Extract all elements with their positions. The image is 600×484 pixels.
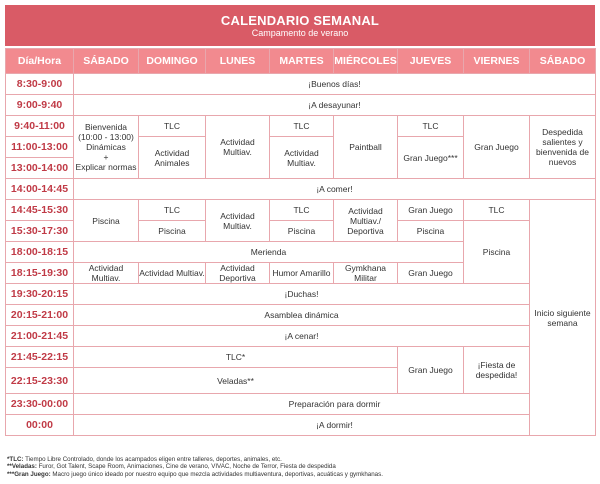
- activity-cell: Piscina: [74, 200, 139, 242]
- activity-cell: ¡A desayunar!: [74, 95, 596, 116]
- column-header-sabado-2: SÁBADO: [530, 49, 596, 74]
- table-row: [6, 394, 596, 415]
- activity-cell: Gran Juego: [464, 116, 530, 179]
- activity-cell: TLC: [398, 116, 464, 137]
- table-row: [6, 305, 596, 326]
- activity-cell: ¡Duchas!: [74, 284, 530, 305]
- table-row: [6, 284, 596, 305]
- activity-cell: Merienda: [74, 242, 464, 263]
- activity-cell: Piscina: [398, 221, 464, 242]
- activity-cell: Preparación para dormir: [74, 394, 596, 415]
- time-cell: 18:15-19:30: [6, 263, 74, 284]
- activity-cell: TLC*: [74, 347, 398, 368]
- activity-cell: Gran Juego: [398, 263, 464, 284]
- column-header-miercoles: MIÉRCOLES: [334, 49, 398, 74]
- activity-cell: TLC: [139, 200, 206, 221]
- schedule-table: [5, 48, 596, 436]
- time-cell: 23:30-00:00: [6, 394, 74, 415]
- column-header-row: [6, 49, 596, 74]
- column-header-jueves: JUEVES: [398, 49, 464, 74]
- time-cell: 14:45-15:30: [6, 200, 74, 221]
- activity-cell: ¡Fiesta de despedida!: [464, 347, 530, 394]
- activity-cell: TLC: [270, 200, 334, 221]
- column-header-lunes: LUNES: [206, 49, 270, 74]
- footnotes: [7, 456, 597, 478]
- activity-cell: Gymkhana Militar: [334, 263, 398, 284]
- activity-cell: Gran Juego: [398, 200, 464, 221]
- activity-cell: TLC: [464, 200, 530, 221]
- footnote-tlc: *TLC: Tiempo Libre Controlado, donde los acampados eligen entre talleres, deportes, animales, etc.: [7, 456, 282, 463]
- column-header-martes: MARTES: [270, 49, 334, 74]
- time-cell: 9:00-9:40: [6, 95, 74, 116]
- time-cell: 11:00-13:00: [6, 137, 74, 158]
- table-row: [6, 95, 596, 116]
- calendar-title: CALENDARIO SEMANAL: [220, 13, 380, 28]
- calendar-subtitle: Campamento de verano: [251, 28, 349, 38]
- activity-cell: Actividad Multiav.: [270, 137, 334, 179]
- activity-cell-bienvenida: [74, 116, 139, 179]
- bienvenida-label: Bienvenida: [84, 122, 128, 132]
- time-cell: 18:00-18:15: [6, 242, 74, 263]
- activity-cell: Asamblea dinámica: [74, 305, 530, 326]
- activity-cell: TLC: [270, 116, 334, 137]
- time-cell: 8:30-9:00: [6, 74, 74, 95]
- time-cell: 00:00: [6, 415, 74, 436]
- activity-cell: Humor Amarillo: [270, 263, 334, 284]
- time-cell: 21:45-22:15: [6, 347, 74, 368]
- time-cell: 20:15-21:00: [6, 305, 74, 326]
- column-header-domingo: DOMINGO: [139, 49, 206, 74]
- bienvenida-hours: (10:00 - 13:00): [78, 132, 134, 142]
- activity-cell: ¡A cenar!: [74, 326, 530, 347]
- activity-cell: Veladas**: [74, 368, 398, 394]
- activity-cell: TLC: [139, 116, 206, 137]
- time-cell: 9:40-11:00: [6, 116, 74, 137]
- time-cell: 19:30-20:15: [6, 284, 74, 305]
- activity-cell: Gran Juego***: [398, 137, 464, 179]
- column-header-sabado-1: SÁBADO: [74, 49, 139, 74]
- normas-label: Explicar normas: [75, 162, 137, 172]
- calendar-header: [5, 5, 595, 46]
- activity-cell: Piscina: [464, 221, 530, 284]
- table-row: [6, 116, 596, 137]
- activity-cell: Piscina: [270, 221, 334, 242]
- time-cell: 22:15-23:30: [6, 368, 74, 394]
- table-row: [6, 415, 596, 436]
- activity-cell: ¡A dormir!: [74, 415, 596, 436]
- activity-cell: Gran Juego: [398, 347, 464, 394]
- table-row: [6, 326, 596, 347]
- activity-cell: Actividad Multiav.: [206, 200, 270, 242]
- plus-sign: +: [103, 152, 109, 162]
- activity-cell: Actividad Deportiva: [206, 263, 270, 284]
- time-cell: 13:00-14:00: [6, 158, 74, 179]
- activity-cell: ¡A comer!: [74, 179, 596, 200]
- activity-cell: ¡Buenos días!: [74, 74, 596, 95]
- footnote-gran-juego: ***Gran Juego: Macro juego único ideado por nuestro equipo que mezcla actividades multiaventura, deportivas, acuáticas y gymkhanas.: [7, 470, 383, 478]
- time-cell: 21:00-21:45: [6, 326, 74, 347]
- activity-cell: Actividad Multiav./ Deportiva: [334, 200, 398, 242]
- column-header-viernes: VIERNES: [464, 49, 530, 74]
- table-row: [6, 74, 596, 95]
- activity-cell: Despedida salientes y bienvenida de nuevos: [530, 116, 596, 179]
- footnote-veladas: **Veladas: Furor, Got Talent, Scape Room, Animaciones, Cine de verano, VIVAC, Noche de Terror, Fiesta de despedida: [7, 463, 336, 471]
- table-row: [6, 200, 596, 221]
- activity-cell: Actividad Multiav.: [139, 263, 206, 284]
- activity-cell: Paintball: [334, 116, 398, 179]
- column-header-dia-hora: Día/Hora: [6, 49, 74, 74]
- dinamicas-label: Dinámicas: [86, 142, 126, 152]
- table-row: [6, 179, 596, 200]
- activity-cell: Actividad Multiav.: [206, 116, 270, 179]
- time-cell: 14:00-14:45: [6, 179, 74, 200]
- activity-cell: Actividad Animales: [139, 137, 206, 179]
- time-cell: 15:30-17:30: [6, 221, 74, 242]
- activity-cell: Actividad Multiav.: [74, 263, 139, 284]
- activity-cell: Inicio siguiente semana: [530, 200, 596, 436]
- activity-cell: Piscina: [139, 221, 206, 242]
- table-row: [6, 347, 596, 368]
